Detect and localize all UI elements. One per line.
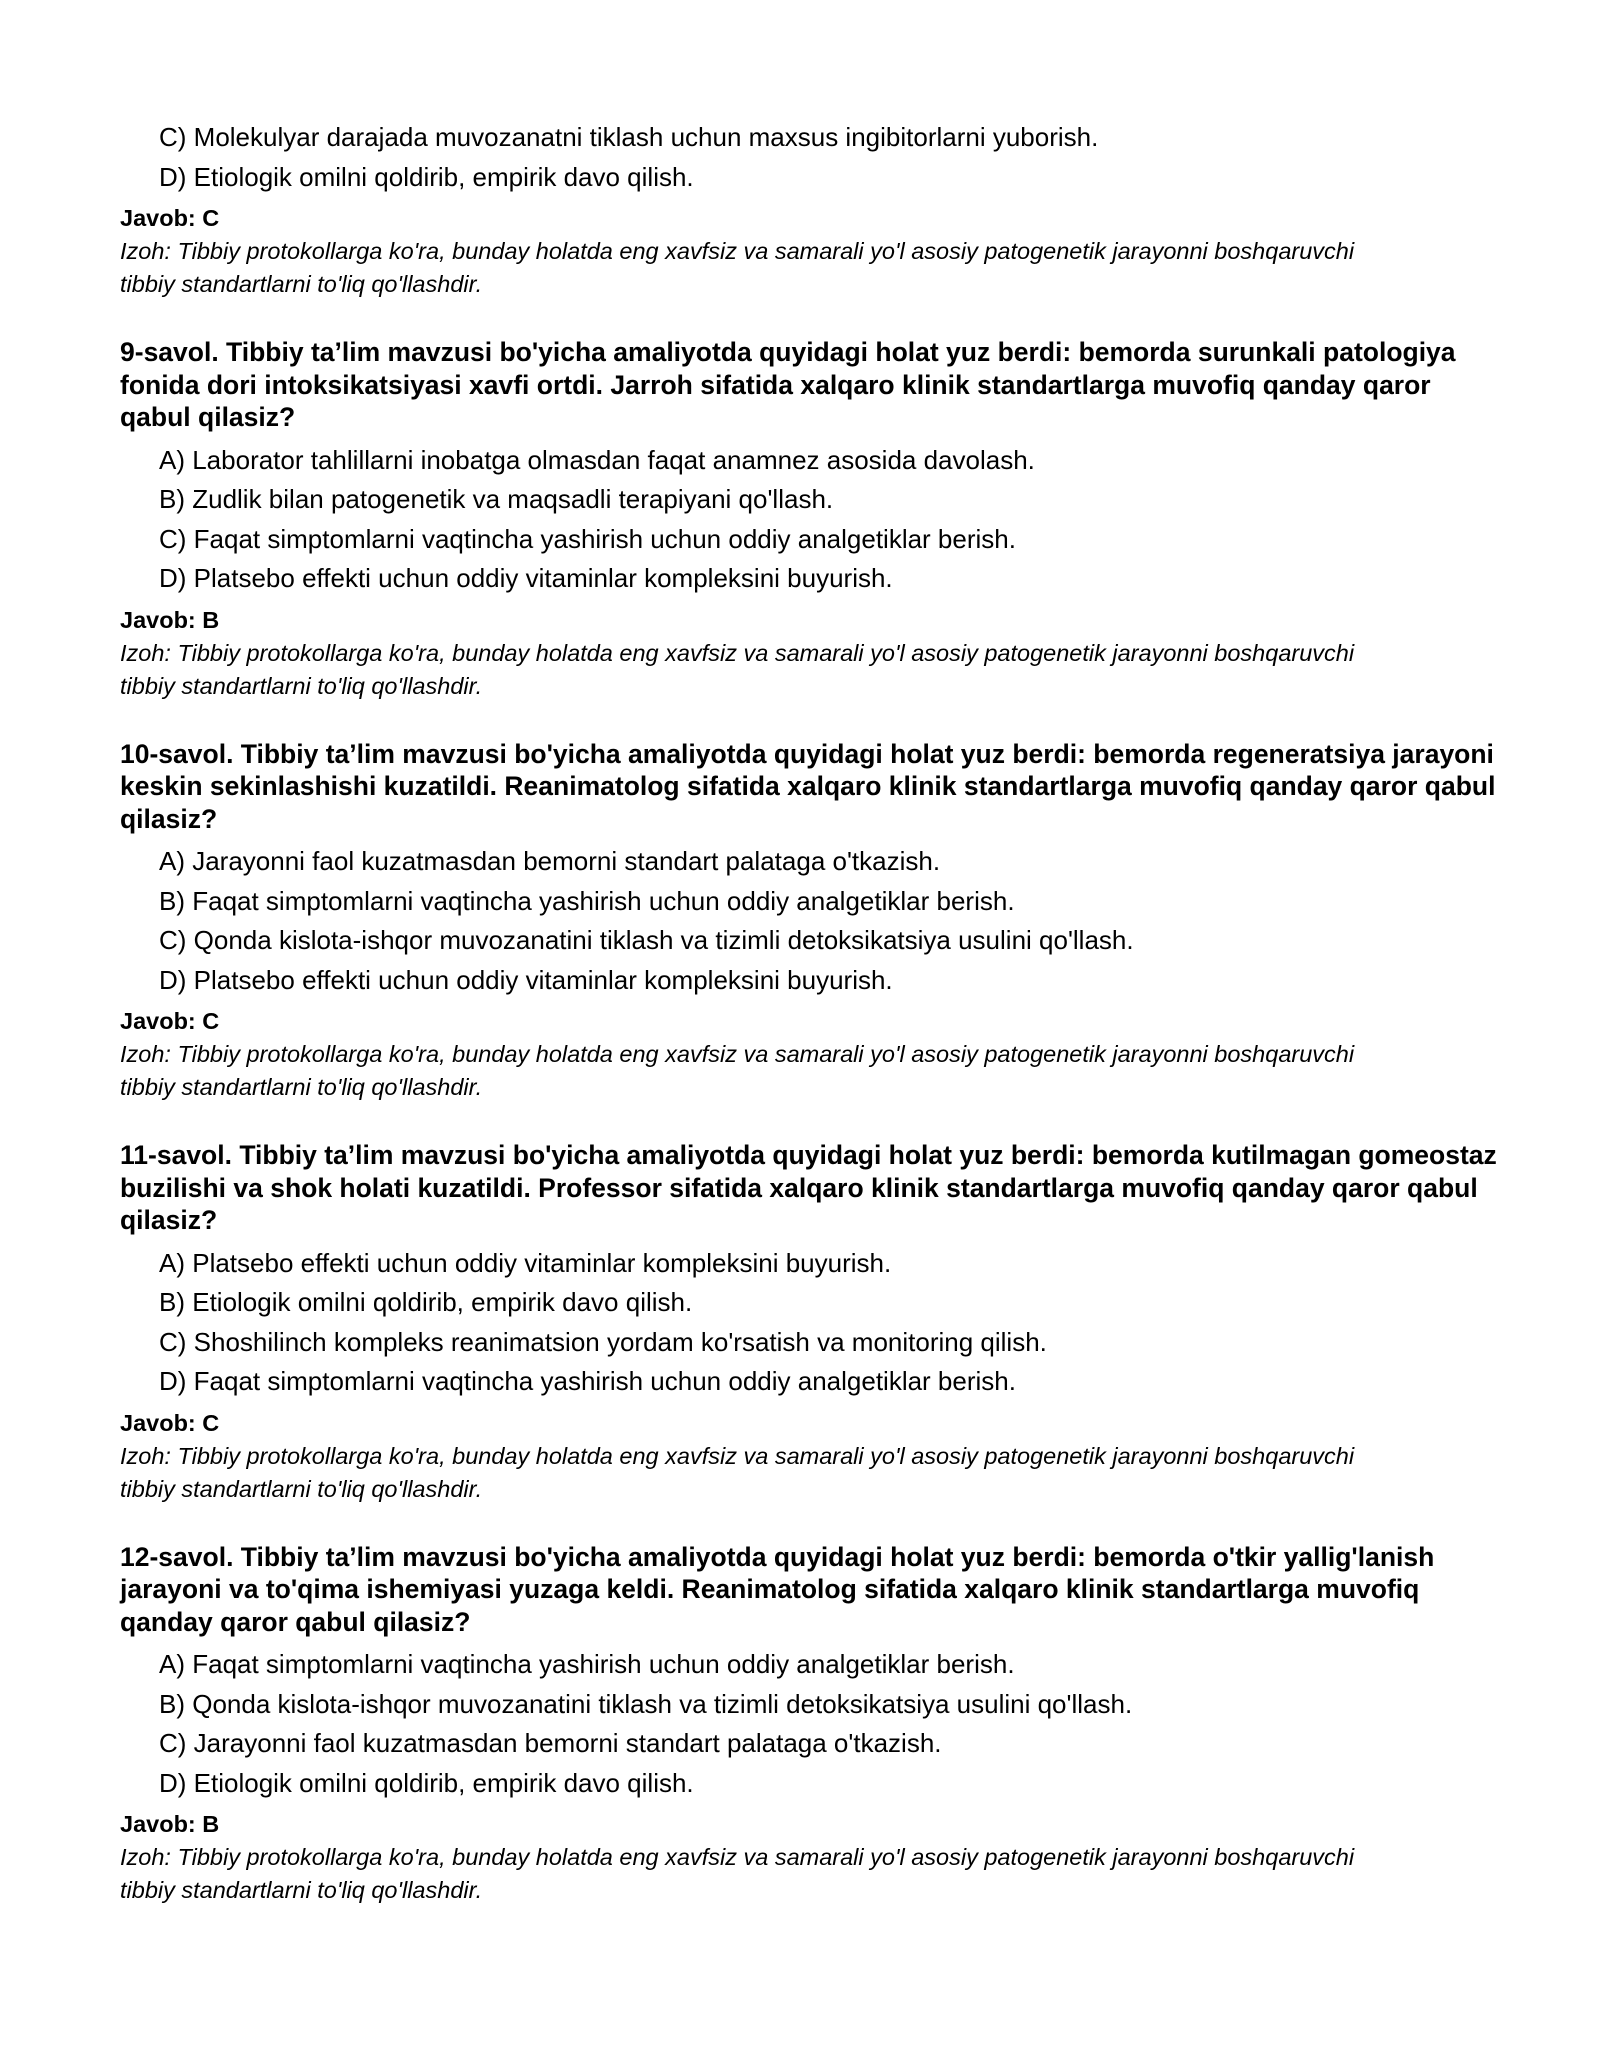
answer-option: C) Shoshilinch kompleks reanimatsion yordam ko'rsatish va monitoring qilish. <box>159 1326 1047 1357</box>
document-page <box>120 118 1500 1907</box>
question-block-10 <box>120 738 1500 1105</box>
explanation: Izoh: Tibbiy protokollarga ko'ra, bunday holatda eng xavfsiz va samarali yo'l asosiy patogenetik jarayonni boshqaruvchi tibbiy standartlarni to'liq qo'llashdir. <box>120 1442 1355 1502</box>
correct-answer: Javob: B <box>120 606 220 633</box>
question-continuation <box>120 118 1500 301</box>
answer-option: C) Jarayonni faol kuzatmasdan bemorni standart palataga o'tkazish. <box>159 1728 942 1758</box>
answer-option: A) Faqat simptomlarni vaqtincha yashirish uchun oddiy analgetiklar berish. <box>159 1649 1015 1679</box>
correct-answer: Javob: C <box>120 1409 220 1436</box>
answer-option: B) Faqat simptomlarni vaqtincha yashirish uchun oddiy analgetiklar berish. <box>159 885 1015 916</box>
question-text: 11-savol. Tibbiy ta’lim mavzusi bo'yicha amaliyotda quyidagi holat yuz berdi: bemorda kutilmagan gomeostaz buzilishi va shok holati kuzatildi. Professor sifatida xalqaro klinik standartlarga muvofiq qanday qaror qabul qilasiz? <box>120 1140 1497 1235</box>
answer-option: D) Faqat simptomlarni vaqtincha yashirish uchun oddiy analgetiklar berish. <box>159 1366 1016 1396</box>
question-block-12 <box>120 1541 1500 1908</box>
answer-option: B) Etiologik omilni qoldirib, empirik davo qilish. <box>159 1287 693 1317</box>
correct-answer: Javob: B <box>120 1811 220 1837</box>
answer-option: C) Faqat simptomlarni vaqtincha yashirish uchun oddiy analgetiklar berish. <box>159 523 1016 554</box>
answer-option: C) Molekulyar darajada muvozanatni tiklash uchun maxsus ingibitorlarni yuborish. <box>159 122 1099 152</box>
explanation: Izoh: Tibbiy protokollarga ko'ra, bunday holatda eng xavfsiz va samarali yo'l asosiy patogenetik jarayonni boshqaruvchi tibbiy standartlarni to'liq qo'llashdir. <box>120 639 1355 699</box>
answer-option: B) Zudlik bilan patogenetik va maqsadli terapiyani qo'llash. <box>159 484 834 514</box>
question-text: 10-savol. Tibbiy ta’lim mavzusi bo'yicha amaliyotda quyidagi holat yuz berdi: bemorda regeneratsiya jarayoni keskin sekinlashishi kuzatildi. Reanimatolog sifatida xalqaro klinik standartlarga muvofiq qanday qaror qabul qilasiz? <box>120 738 1496 834</box>
answer-option: D) Platsebo effekti uchun oddiy vitaminlar kompleksini buyurish. <box>159 563 893 593</box>
question-block-11 <box>120 1139 1500 1506</box>
correct-answer: Javob: C <box>120 1008 220 1034</box>
answer-option: D) Etiologik omilni qoldirib, empirik davo qilish. <box>159 1767 694 1798</box>
answer-option: A) Platsebo effekti uchun oddiy vitaminlar kompleksini buyurish. <box>159 1247 892 1278</box>
explanation: Izoh: Tibbiy protokollarga ko'ra, bunday holatda eng xavfsiz va samarali yo'l asosiy patogenetik jarayonni boshqaruvchi tibbiy standartlarni to'liq qo'llashdir. <box>120 1041 1355 1100</box>
answer-option: D) Etiologik omilni qoldirib, empirik davo qilish. <box>159 161 694 192</box>
question-text: 9-savol. Tibbiy ta’lim mavzusi bo'yicha amaliyotda quyidagi holat yuz berdi: bemorda surunkali patologiya fonida dori intoksikatsiyasi xavfi ortdi. Jarroh sifatida xalqaro klinik standartlarga muvofiq qanday qaror qabul qilasiz? <box>120 337 1456 432</box>
explanation: Izoh: Tibbiy protokollarga ko'ra, bunday holatda eng xavfsiz va samarali yo'l asosiy patogenetik jarayonni boshqaruvchi tibbiy standartlarni to'liq qo'llashdir. <box>120 1844 1355 1903</box>
answer-option: A) Laborator tahlillarni inobatga olmasdan faqat anamnez asosida davolash. <box>159 444 1035 475</box>
explanation: Izoh: Tibbiy protokollarga ko'ra, bunday holatda eng xavfsiz va samarali yo'l asosiy patogenetik jarayonni boshqaruvchi tibbiy standartlarni to'liq qo'llashdir. <box>120 238 1355 297</box>
answer-option: C) Qonda kislota-ishqor muvozanatini tiklash va tizimli detoksikatsiya usulini qo'llash. <box>159 925 1134 955</box>
question-block-9 <box>120 336 1500 703</box>
answer-option: B) Qonda kislota-ishqor muvozanatini tiklash va tizimli detoksikatsiya usulini qo'llash. <box>159 1688 1133 1719</box>
answer-option: A) Jarayonni faol kuzatmasdan bemorni standart palataga o'tkazish. <box>159 846 941 876</box>
question-text: 12-savol. Tibbiy ta’lim mavzusi bo'yicha amaliyotda quyidagi holat yuz berdi: bemorda o'tkir yallig'lanish jarayoni va to'qima ishemiyasi yuzaga keldi. Reanimatolog sifatida xalqaro klinik standartlarga muvofiq qanday qaror qabul qilasiz? <box>120 1541 1435 1637</box>
answer-option: D) Platsebo effekti uchun oddiy vitaminlar kompleksini buyurish. <box>159 964 893 995</box>
correct-answer: Javob: C <box>120 205 220 231</box>
